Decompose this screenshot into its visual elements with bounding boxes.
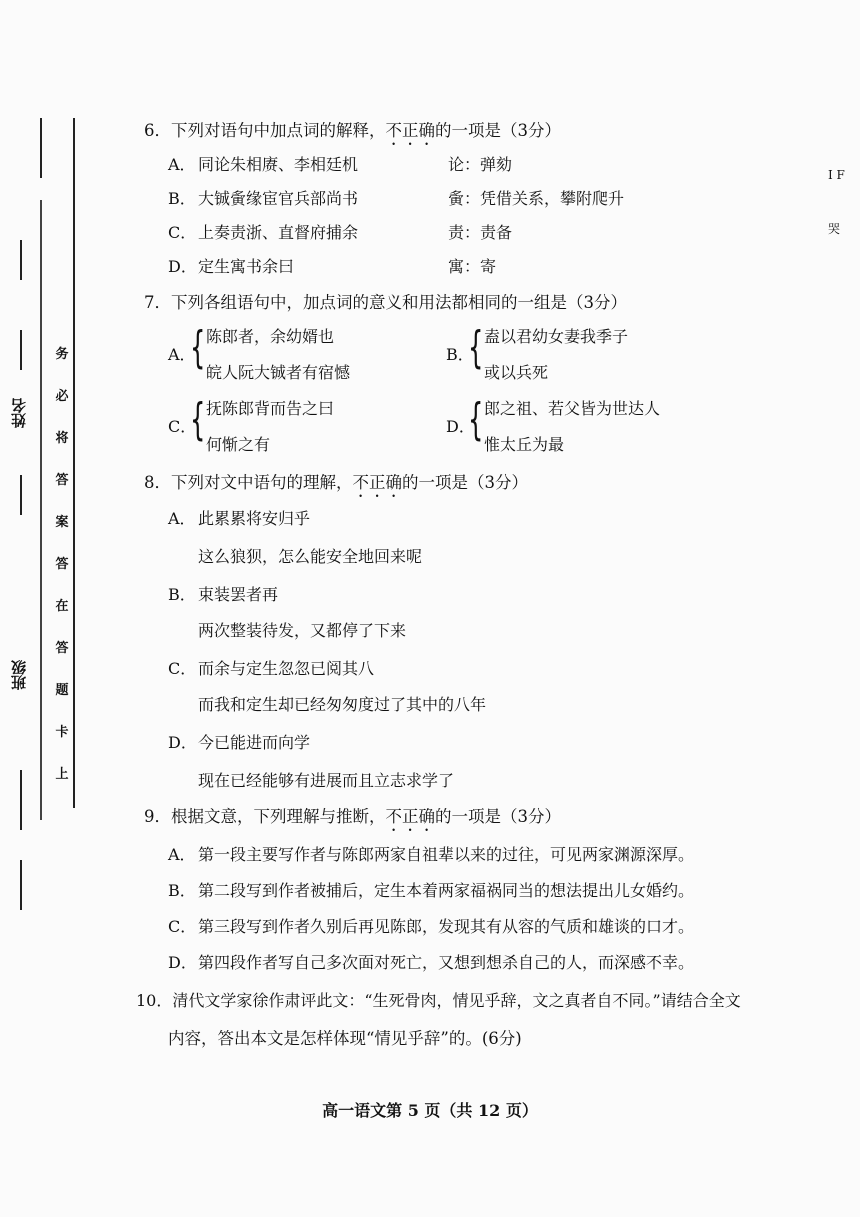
notice-char: 务 [55,347,69,362]
q7-stem: 7．下列各组语句中，加点词的意义和用法都相同的一组是（3分） [144,293,627,312]
notice-char: 答 [55,473,69,488]
brace-icon: { [190,322,206,373]
notice-char: 题 [55,683,69,698]
notice-char: 上 [55,767,69,782]
right-margin-mark-2: 哭 [828,222,841,236]
brace-icon: { [468,322,484,373]
binding-line-inner [73,118,75,808]
q10-line2: 内容，答出本文是怎样体现“情见乎辞”的。(6分) [168,1029,522,1048]
right-margin-mark: I F [828,168,845,182]
class-blank-line [20,770,22,830]
q10-line1: 10．清代文学家徐作肃评此文：“生死骨肉，情见乎辞，文之真者自不同。”请结合全文 [136,991,741,1010]
name-label: 姓名 [10,398,28,428]
name-blank-line [20,240,22,280]
notice-char: 案 [55,515,69,530]
q8-stem: 8．下列对文中语句的理解，不正确的一项是（3分） [144,473,528,492]
notice-char: 在 [55,599,69,614]
q9-stem: 9．根据文意，下列理解与推断，不正确的一项是（3分） [144,807,561,826]
binding-line-outer-2 [40,200,42,820]
name-blank-line-3 [20,475,22,515]
notice-char: 将 [55,431,69,446]
notice-char: 卡 [55,725,69,740]
class-label: 班级 [10,660,28,690]
page-footer: 高一语文第 5 页（共 12 页） [322,1101,538,1120]
class-blank-line-2 [20,860,22,910]
notice-char: 答 [55,557,69,572]
brace-icon: { [190,394,206,445]
q6-stem: 6．下列对语句中加点词的解释，不正确的一项是（3分） [144,121,561,140]
name-blank-line-2 [20,330,22,370]
binding-line-outer [40,118,42,178]
brace-icon: { [468,394,484,445]
notice-char: 必 [55,389,69,404]
notice-char: 答 [55,641,69,656]
